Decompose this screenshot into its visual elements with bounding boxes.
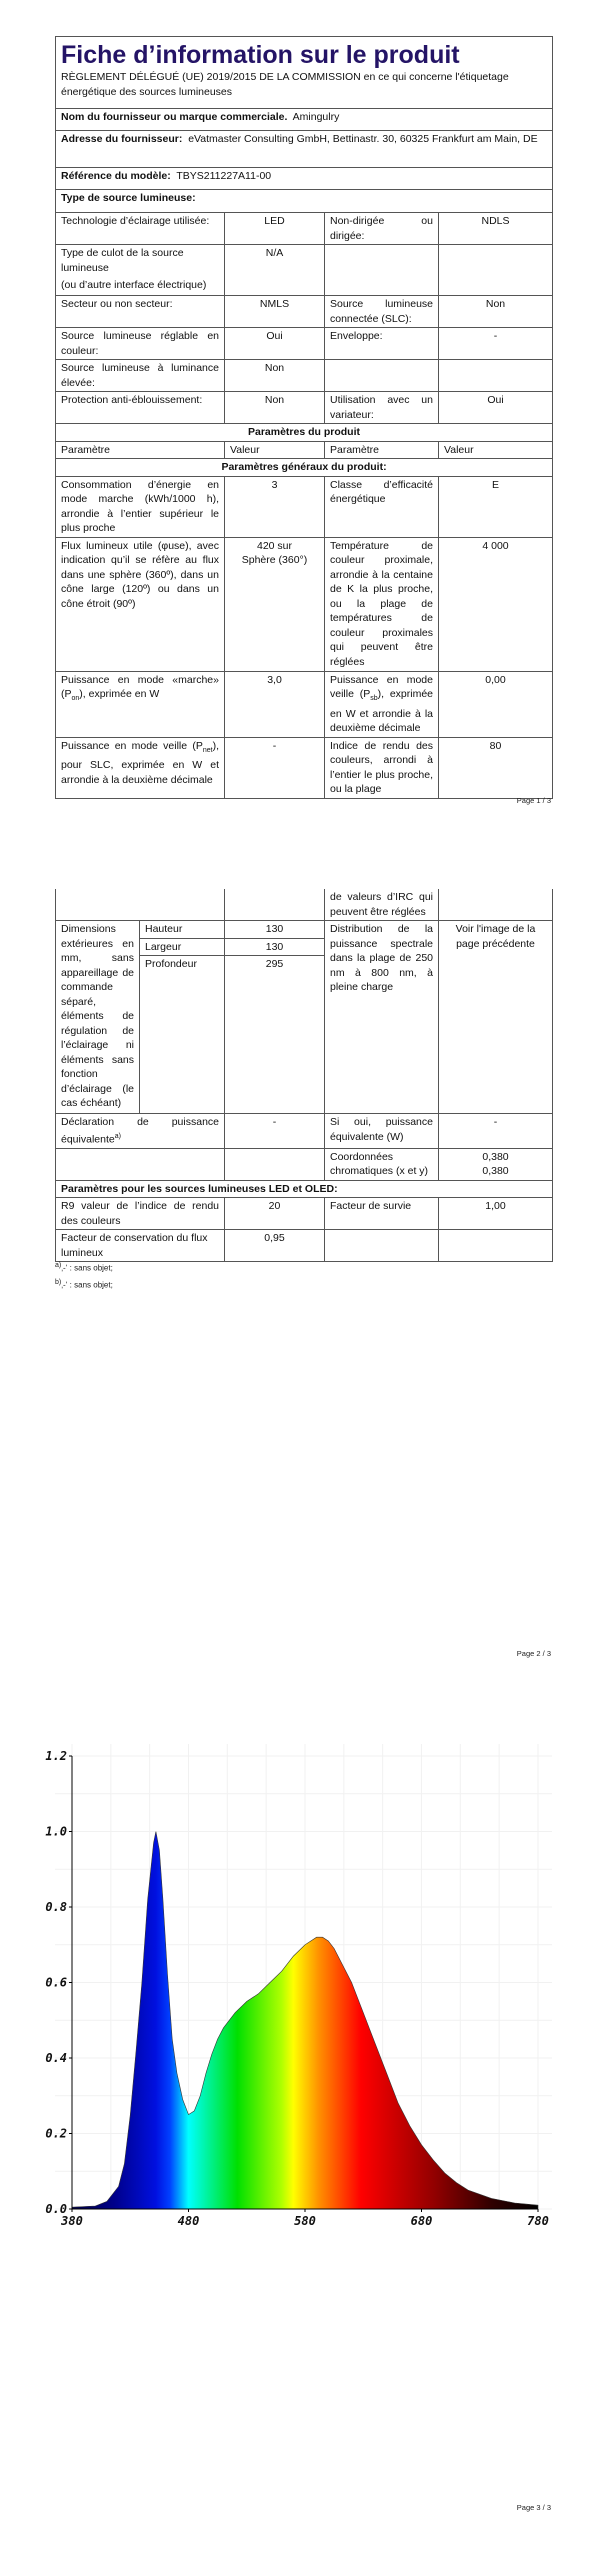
table-row: [56, 392, 553, 424]
param-label: Protection anti-éblouissement:: [56, 392, 225, 424]
param-label: R9 valeur de l’indice de rendu des couleurs: [56, 1198, 225, 1230]
param-value: 4 000: [439, 537, 553, 671]
footnote-b: [55, 1279, 113, 1290]
table-row: [56, 213, 553, 245]
param-value: 420 sur Sphère (360°): [225, 537, 325, 671]
param-value: 1,00: [439, 1198, 553, 1230]
param-value: Non: [439, 296, 553, 328]
param-value: 3: [225, 476, 325, 537]
param-label: Source lumineuse à luminance élevée:: [56, 360, 225, 392]
param-label-note: (ou d’autre interface électrique): [61, 279, 207, 291]
dimension-value: 130: [225, 921, 325, 939]
section-header: Paramètres pour les sources lumineuses LED et OLED:: [56, 1180, 553, 1198]
table-row: [56, 889, 553, 921]
param-label: Flux lumineux utile (φuse), avec indication qu’il se réfère au flux dans une sphère (360º), dans un cône large (120º) ou dans un cône étroit (90º): [56, 537, 225, 671]
param-label: Source lumineuse connectée (SLC):: [325, 296, 439, 328]
dimension-value: 295: [225, 956, 325, 1114]
param-label: Secteur ou non secteur:: [56, 296, 225, 328]
subscript: sb: [370, 695, 378, 703]
page-number: Page 2 / 3: [516, 1649, 551, 1658]
param-value: Voir l'image de la page précédente: [439, 921, 553, 1114]
y-tick-label: 1.2: [45, 1749, 67, 1763]
page-title: Fiche d’information sur le produit: [61, 41, 460, 69]
dimensions-label: Dimensions extérieures en mm, sans appareillage de commande séparé, éléments de régulation de l’éclairage ni éléments sans fonction d’éclairage (le cas échéant): [56, 921, 140, 1114]
table-row: [56, 328, 553, 360]
table-row: [56, 737, 553, 798]
param-value: [439, 245, 553, 296]
param-value: 0,95: [225, 1230, 325, 1262]
param-value: E: [439, 476, 553, 537]
section-header: Paramètres généraux du produit:: [56, 459, 553, 477]
y-tick-label: 0.0: [45, 2202, 67, 2216]
chroma-x-value: 0,380: [482, 1150, 509, 1163]
param-value: NMLS: [225, 296, 325, 328]
x-tick-label: 480: [177, 2214, 200, 2228]
dimension-name: Profondeur: [140, 956, 225, 1114]
footnote-text: ‚-‘ : sans objet;: [61, 1280, 113, 1290]
table-row: [56, 1114, 553, 1149]
x-tick-label: 680: [410, 2214, 433, 2228]
param-label: Enveloppe:: [325, 328, 439, 360]
table-row: [56, 921, 553, 939]
y-tick-label: 0.6: [45, 1975, 67, 1990]
column-header: Valeur: [439, 441, 553, 459]
x-tick-label: 780: [527, 2214, 549, 2228]
param-value: Non: [225, 360, 325, 392]
param-value: 3,0: [225, 671, 325, 737]
param-label: Température de couleur proximale, arrondie à la centaine de K la plus proche, ou la plage de températures de couleur proximales qui peuvent être réglées: [325, 537, 439, 671]
column-header: Paramètre: [325, 441, 439, 459]
page-number: Page 3 / 3: [516, 2503, 551, 2512]
section-header: Paramètres du produit: [56, 424, 553, 442]
source-type-label: Type de source lumineuse:: [56, 190, 553, 213]
supplier-value: Amingulry: [292, 111, 340, 123]
regulation-text: RÈGLEMENT DÉLÉGUÉ (UE) 2019/2015 DE LA COMMISSION en ce qui concerne l'étiquetage énergétique des sources lumineuses: [61, 71, 509, 98]
param-value: -: [439, 1114, 553, 1149]
footnote-mark: b): [55, 1279, 62, 1286]
param-value: Non: [225, 392, 325, 424]
label-part: ), exprimée en W: [79, 688, 160, 700]
model-label: Référence du modèle:: [61, 170, 171, 182]
param-value: [439, 360, 553, 392]
param-value: 0,00: [439, 671, 553, 737]
table-row: [56, 1148, 553, 1180]
table-row: [56, 296, 553, 328]
param-label: Non-dirigée ou dirigée:: [325, 213, 439, 245]
param-label: [56, 1114, 225, 1149]
param-value: N/A: [225, 245, 325, 296]
product-info-table-page2: [55, 889, 553, 1262]
table-row: [56, 476, 553, 537]
param-label: Classe d’efficacité énergétique: [325, 476, 439, 537]
label-part: ), exprimée en W et arrondie à la deuxième décimale: [330, 688, 433, 735]
model-value: TBYS211227A11-00: [176, 170, 272, 182]
table-row: [56, 245, 553, 296]
product-info-table-page1: [55, 36, 553, 799]
label-part: Puissance en mode «marche» (P: [61, 673, 219, 700]
param-label: Coordonnées chromatiques (x et y): [325, 1148, 439, 1180]
param-label: [325, 245, 439, 296]
footnote-mark: a): [55, 1262, 62, 1269]
param-value: -: [225, 1114, 325, 1149]
address-label: Adresse du fournisseur:: [61, 133, 183, 145]
param-label: Si oui, puissance équivalente (W): [325, 1114, 439, 1149]
param-value: LED: [225, 213, 325, 245]
table-row: [56, 671, 553, 737]
x-tick-label: 580: [294, 2214, 316, 2228]
y-tick-label: 0.2: [45, 2126, 67, 2141]
param-label: Source lumineuse réglable en couleur:: [56, 328, 225, 360]
label-part: Déclaration de puissance équivalente: [61, 1116, 219, 1145]
table-row: [56, 1230, 553, 1262]
param-label: [56, 671, 225, 737]
label-part: Puissance en mode veille (P: [330, 673, 433, 700]
param-label: [325, 360, 439, 392]
param-label: Facteur de survie: [325, 1198, 439, 1230]
param-value: 20: [225, 1198, 325, 1230]
param-value: -: [225, 737, 325, 798]
param-label: Utilisation avec un variateur:: [325, 392, 439, 424]
table-row: [56, 1198, 553, 1230]
column-header: Paramètre: [56, 441, 225, 459]
address-value: eVatmaster Consulting GmbH, Bettinastr. 30, 60325 Frankfurt am Main, DE: [188, 133, 538, 145]
spectral-distribution-chart: [0, 1738, 603, 2248]
y-tick-label: 0.8: [45, 1900, 67, 1914]
param-label: Consommation d’énergie en mode marche (kWh/1000 h), arrondie à l’entier supérieur le plus proche: [56, 476, 225, 537]
page-number: Page 1 / 3: [516, 796, 551, 805]
subscript: net: [202, 746, 213, 754]
table-row: [56, 537, 553, 671]
column-header: Valeur: [225, 441, 325, 459]
label-part: Puissance en mode veille (P: [61, 739, 203, 752]
param-label: de valeurs d’IRC qui peuvent être réglées: [325, 889, 439, 921]
y-tick-label: 0.4: [45, 2051, 67, 2065]
column-headers: [56, 441, 553, 459]
param-label: Distribution de la puissance spectrale dans la plage de 250 nm à 800 nm, à pleine charge: [325, 921, 439, 1114]
y-tick-label: 1.0: [45, 1824, 67, 1839]
param-value: NDLS: [439, 213, 553, 245]
x-tick-label: 380: [61, 2214, 83, 2228]
dimension-name: Hauteur: [140, 921, 225, 939]
param-value: Oui: [225, 328, 325, 360]
label-part: ), pour SLC, exprimée en W et arrondie à la deuxième décimale: [61, 739, 219, 786]
table-row: [56, 360, 553, 392]
param-label: Technologie d’éclairage utilisée:: [56, 213, 225, 245]
param-value: Oui: [439, 392, 553, 424]
dimension-name: Largeur: [140, 938, 225, 956]
chroma-y-value: 0,380: [482, 1165, 509, 1177]
param-label: Facteur de conservation du flux lumineux: [56, 1230, 225, 1262]
param-label: [56, 737, 225, 798]
param-value: 80: [439, 737, 553, 798]
dimension-value: 130: [225, 938, 325, 956]
param-label: [325, 671, 439, 737]
subscript: on: [71, 695, 80, 703]
footnote-a: [55, 1262, 113, 1273]
param-label: Type de culot de la source lumineuse: [61, 247, 184, 274]
footnote-text: ‚-‘ : sans objet;: [61, 1263, 113, 1273]
supplier-label: Nom du fournisseur ou marque commerciale.: [61, 111, 288, 123]
param-label: Indice de rendu des couleurs, arrondi à l’entier le plus proche, ou la plage: [325, 737, 439, 798]
param-value: -: [439, 328, 553, 360]
footnote-ref: a): [114, 1132, 121, 1140]
